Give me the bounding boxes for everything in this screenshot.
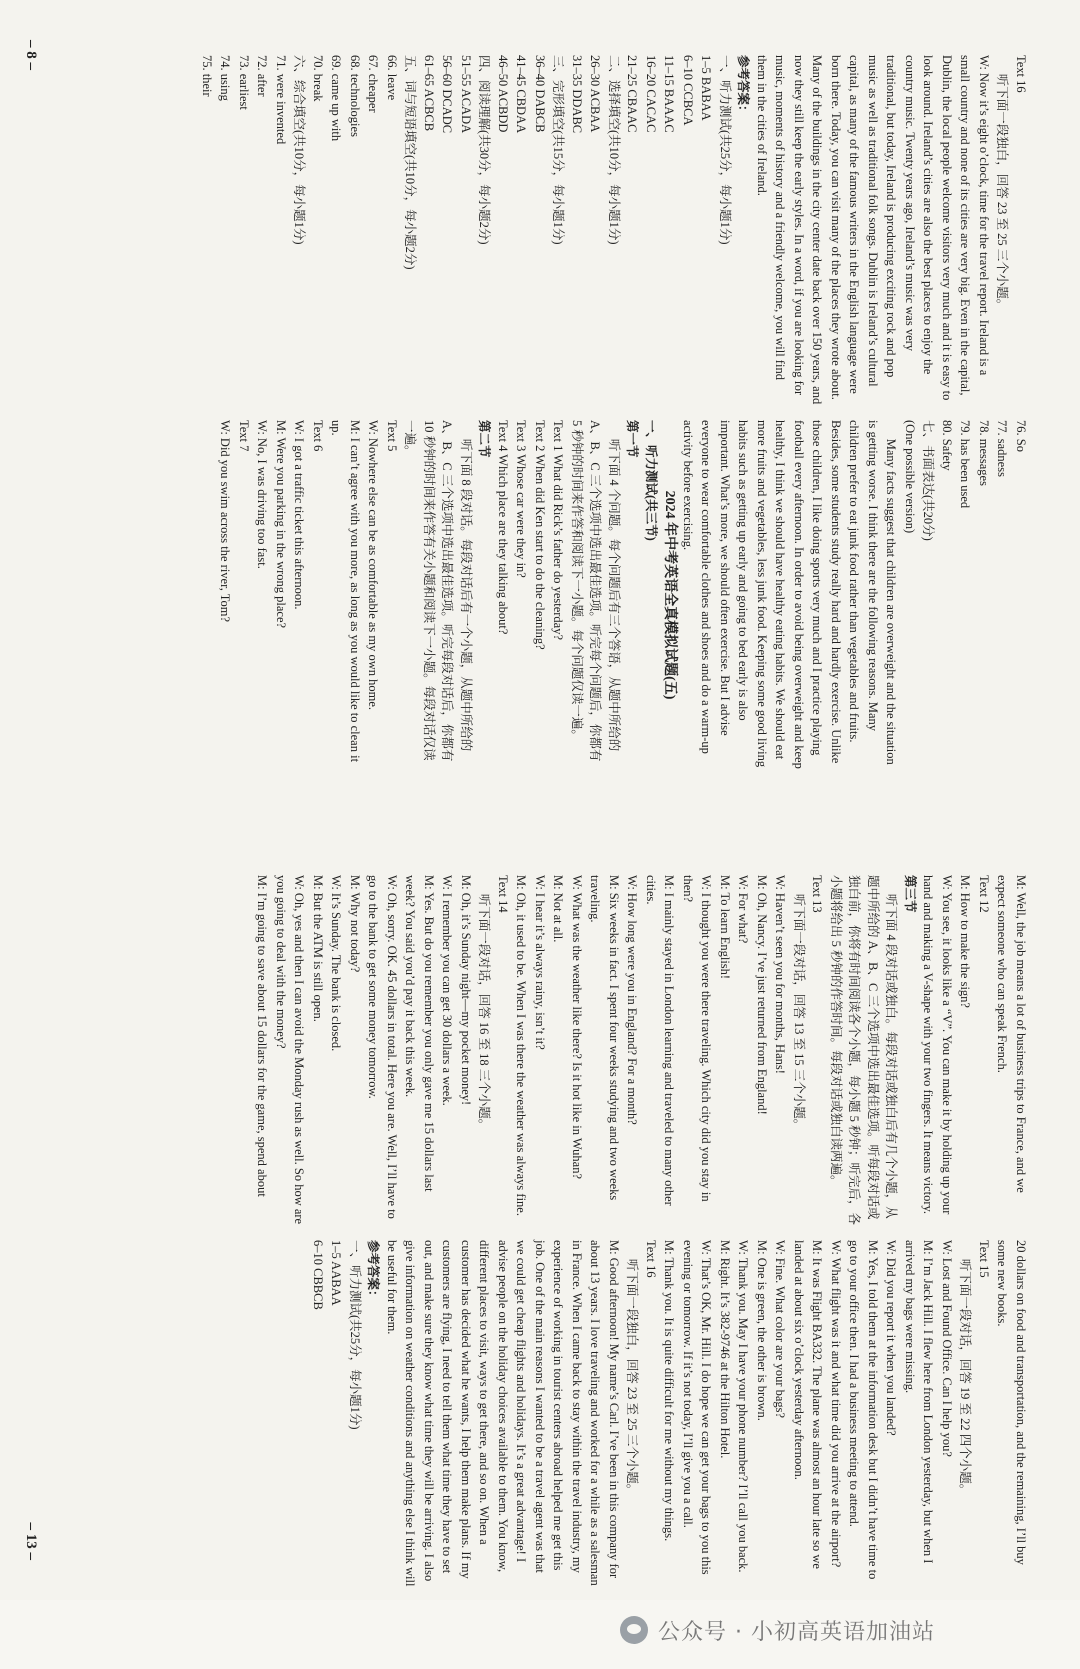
text-line: 69. came up with — [329, 55, 344, 142]
text-line: 6–10 CBBCB — [311, 1240, 325, 1310]
text-line: 41–45 CBDAA — [514, 55, 529, 134]
text-line: 二、选择填空(共10分，每小题1分) — [607, 55, 621, 245]
right-page-column-2 — [309, 1240, 1031, 1590]
text-line: Text 15 — [977, 1240, 991, 1278]
text-line: M: Oh, it used to be. When I was there the weather was always fine. — [514, 875, 529, 1216]
left-page-column-1 — [198, 55, 1031, 405]
text-line: 第二节 — [477, 420, 492, 458]
text-line: 听下面一段对话，回答 13 至 15 三个小题。 — [792, 893, 806, 1132]
text-line: M: Good afternoon! My name’s Carl. I’ve been in this company for about 13 years. I love traveling and worked for a while as a salesman in France. When I came back to stay within the travel industry, my experience of working in tourist centers abroad helped me get this job. One of the main reasons I wanted to be a travel agent was that we could get cheap flights and holidays. It’s a great advantage! I advise people on the holiday choices available to them. You know, different places to visit, ways to get there, and so on. When a customer has decided what he wants, I help them make plans. If my customers are flying, I need to tell them what time they have to set out, and make sure they know what time they will be arriving. I also give information on weather conditions and anything else I think will be useful for them. — [385, 1240, 621, 1587]
text-line: W: Fine. What color are your bags? — [773, 1240, 788, 1419]
text-line: 三、完形填空(共15分，每小题1分) — [551, 55, 566, 245]
text-line: W: That’s OK, Mr. Hill. I do hope we can get your bags to you this evening or tomorrow. If it’s not today, I’ll give you a call. — [681, 1240, 714, 1575]
text-line: 76. So — [1014, 420, 1028, 452]
text-line: 70. break — [311, 55, 325, 102]
text-line: W: I remember you can get 30 dollars a week. — [440, 875, 455, 1106]
text-line: 79. has been used — [958, 420, 973, 509]
page-8 — [0, 0, 1080, 780]
text-line: W: What flight was it and what time did you arrive at the airport? — [829, 1240, 843, 1568]
right-page-column-1 — [253, 875, 1030, 1225]
text-line: W: Did you swim across the river, Tom? — [218, 420, 233, 623]
text-line: 四、阅读理解(共30分，每小题2分) — [477, 55, 492, 245]
text-line: 74. using — [218, 55, 233, 101]
text-line: Text 14 — [496, 875, 510, 913]
text-line: 1–5 BABAA — [699, 55, 714, 121]
text-line: 一、听力测试(共25分，每小题1分) — [718, 55, 732, 245]
text-line: W: Thank you. May I have your phone number? I’ll call you back. — [736, 1240, 751, 1573]
text-line: Text 12 — [977, 875, 991, 913]
text-line: 2024 年中考英语全真模拟试题(五) — [662, 490, 678, 700]
text-line: M: Why not today? — [348, 875, 362, 973]
text-line: M: I’m Jack Hill. I flew here from London yesterday, but when I arrived my bags were missing. — [903, 1240, 936, 1564]
text-line: 46–50 ACBDD — [496, 55, 510, 133]
text-line: 1–5 AABAA — [329, 1240, 344, 1306]
text-line: 26–30 ACBAA — [588, 55, 603, 133]
text-line: W: Haven’t seen you for months, Hans! — [773, 875, 788, 1074]
text-line: 听下面 4 段对话或独白。每段对话或独白后有几个小题，从题中所给的 A、B、C 三个选项中选出最佳选项。听每段对话或独白前，你将有时间阅读各个小题，每小题 5 秒钟；听完后，各小题将给出 5 秒钟的作答时间。每段对话或独白读两遍。 — [829, 875, 899, 1226]
text-line: 11–15 BAAAC — [662, 55, 677, 133]
watermark-text: 公众号 · 小初高英语加油站 — [658, 1619, 935, 1645]
text-line: W: You see, it looks like a “V”. You can make it by holding up your hand and making a V-shape with your two fingers. It means victory. — [921, 875, 954, 1215]
text-line: M: Right. It’s 382-9746 at the Hilton Hotel. — [718, 1240, 732, 1459]
text-line: 第三节 — [903, 875, 917, 913]
text-line: W: Nowhere else can be as comfortable as my own home. — [366, 420, 381, 711]
text-line: M: Yes. But do you remember you only gave me 15 dollars last week? You said you’d pay it back this week. — [403, 875, 436, 1192]
text-line: Text 7 — [237, 420, 251, 452]
text-line: M: Not at all. — [551, 875, 566, 943]
text-line: 71. were invented — [274, 55, 288, 145]
page-number: – 13 – — [23, 1522, 39, 1560]
text-line: M: It was Flight BA332. The plane was almost an hour late so we landed at about six o’clock yesterday afternoon. — [792, 1240, 825, 1569]
text-line: W: Did you report it when you landed? — [884, 1240, 899, 1436]
text-line: Text 13 — [810, 875, 825, 913]
text-line: 66. leave — [385, 55, 399, 101]
text-line: W: I thought you were there traveling. Which city did you stay in then? — [681, 875, 714, 1202]
text-line: 参考答案： — [736, 55, 751, 118]
text-line: M: Yes, I told them at the information desk but I didn’t have time to go to your office then. I had a business meeting to attend. — [847, 1240, 880, 1580]
text-line: (One possible version) — [903, 420, 917, 534]
text-line: 20 dollars on food and transportation, and the remaining, I’ll buy some new books. — [995, 1240, 1028, 1565]
page-13 — [0, 820, 1080, 1600]
text-line: M: Oh, it’s Sunday night—my pocket money! — [459, 875, 473, 1106]
text-line: 51–55 ACADA — [459, 55, 473, 134]
text-line: 75. their — [200, 55, 214, 97]
text-line: M: Well, the job means a lot of business trips to France, and we expect someone who can speak French. — [995, 875, 1028, 1193]
text-line: 六、综合填空(共10分，每小题1分) — [292, 55, 307, 245]
text-line: W: For what? — [736, 875, 751, 944]
text-line: M: Thank you. It is quite difficult for me without my things. — [662, 1240, 677, 1542]
text-line: 听下面一段对话，回答 19 至 22 四个小题。 — [958, 1258, 973, 1497]
text-line: Text 16 — [644, 1240, 658, 1278]
text-line: W: I hear it’s always rainy, isn’t it? — [533, 875, 547, 1050]
wechat-icon — [620, 1616, 648, 1644]
text-line: M: How to make the sign? — [958, 875, 973, 1008]
text-line: 73. earliest — [237, 55, 251, 110]
text-line: M: One is green, the other is brown. — [755, 1240, 769, 1421]
watermark — [620, 1610, 935, 1650]
text-line: 21–25 CBAAC — [625, 55, 640, 133]
text-line: 36–40 DABCB — [533, 55, 547, 133]
text-line: Text 2 When did Ken start to do the cleaning? — [533, 420, 547, 650]
text-line: W: How long were you in England? For a month? — [625, 875, 640, 1125]
text-line: 听下面一段独白，回答 23 至 25 三个小题。 — [995, 73, 1010, 312]
text-line: 参考答案： — [366, 1240, 381, 1303]
text-line: 67. cheaper — [366, 55, 381, 113]
text-line: 78. messages — [977, 420, 991, 486]
text-line: M: Oh, Nancy. I’ve just returned from England! — [755, 875, 769, 1115]
text-line: 听下面一段对话，回答 16 至 18 三个小题。 — [477, 893, 492, 1132]
text-line: W: I got a traffic ticket this afternoon. — [292, 420, 307, 610]
text-line: W: It’s Sunday. The bank is closed. — [329, 875, 344, 1052]
text-line: W: Lost and Found Office. Can I help you? — [940, 1240, 954, 1457]
text-line: 听下面 8 段对话。每段对话后有一个小题，从题中所给的 A、B、C 三个选项中选出最佳选项。听完每段对话后，你都有 10 秒钟的时间来作答有关小题和阅读下一小题。每段对话仅读一遍。 — [403, 420, 473, 762]
text-line: 第一节 — [625, 420, 640, 458]
text-line: Text 6 — [311, 420, 325, 452]
text-line: 80. Safety — [940, 420, 954, 471]
text-line: 听下面 4 个问题。每个问题后有三个答语，从题中所给的 A、B、C 三个选项中选出最佳选项。听完每个问题后，你都有 5 秒钟的时间来作答和阅读下一小题。每个问题仅读一遍。 — [570, 420, 621, 762]
text-line: 68. technologies — [348, 55, 362, 137]
text-line: 五、词与短语填空(共10分，每小题2分) — [403, 55, 418, 270]
text-line: Many facts suggest that children are overweight and the situation is getting worse. I think there are the following reasons. Many children prefer to eat junk food rather than vegetables and fruits. Besides, some students study really hard and hardly exercise. Unlike those children, I like doing sports very much and I practice playing football every afternoon. In order to avoid being overweight and keep healthy, I think we should have healthy eating habits. We should eat more fruits and vegetables, less junk food. Keeping some good living habits such as getting up early and going to bed early is also important. What’s more, we should often exercise. But I advise everyone to wear comfortable clothes and shoes and do a warm-up activity before exercising. — [681, 420, 899, 769]
text-line: 56–60 DCADC — [440, 55, 455, 134]
text-line: W: What was the weather like there? Is it hot like in Wuhan? — [570, 875, 584, 1180]
text-line: 31–35 DDABC — [570, 55, 584, 134]
text-line: M: To learn English! — [718, 875, 732, 980]
left-page-column-2 — [216, 420, 1030, 770]
text-line: M: I can’t agree with you more, as long as you would like to clean it up. — [329, 420, 362, 763]
text-line: 77. sadness — [995, 420, 1010, 477]
text-line: 听下面一段独白，回答 23 至 25 三个小题。 — [625, 1258, 640, 1497]
text-line: 72. after — [255, 55, 270, 97]
text-line: 一、听力测试(共三节) — [644, 420, 658, 541]
text-line: Text 1 What did Rick’s father do yesterday? — [551, 420, 566, 641]
text-line: M: I mainly stayed in London learning and traveled to many other cities. — [644, 875, 677, 1206]
text-line: M: I’m going to save about 15 dollars for the game, spend about — [255, 875, 270, 1197]
text-line: W: No, I was driving too fast. — [255, 420, 270, 569]
text-line: Text 16 — [1014, 55, 1028, 93]
text-line: W: Oh, sorry. OK. 45 dollars in total. Here you are. Well, I’ll have to go to the bank to get some money tomorrow. — [366, 875, 399, 1219]
page-number: – 8 – — [23, 40, 39, 70]
text-line: Text 4 Which place are they talking about? — [496, 420, 510, 635]
text-line: 6–10 CCBCA — [681, 55, 695, 126]
text-line: W: Now it’s eight o’clock, time for the travel report. Ireland is a small country and none of its cities are very big. Even in the capital, Dublin, the local people welcome visitors very much and it is easy to look around. Ireland’s cities are also the best places to enjoy the country music. Twenty years ago, Ireland’s music was very traditional, but today, Ireland is producing exciting rock and pop music as well as traditional folk songs. Dublin is Ireland’s cultural capital, as many of the famous writers in the English language were born there. Today, you can visit many of the places they wrote about. Many of the buildings in the city center date back over 150 years, and now they still keep the early styles. In a word, if you are looking for music, moments of history and a friendly welcome, you will find them in the cities of Ireland. — [755, 55, 991, 405]
text-line: 16–20 CACAC — [644, 55, 658, 133]
text-line: M: Six weeks in fact. I spent four weeks studying and two weeks traveling. — [588, 875, 621, 1201]
text-line: 61–65 ACBCB — [422, 55, 436, 132]
text-line: M: But the ATM is still open. — [311, 875, 325, 1022]
text-line: W: Oh, yes and then I can avoid the Monday rush as well. So how are you going to deal with the money? — [274, 875, 307, 1225]
text-line: M: Were you parking in the wrong place? — [274, 420, 288, 629]
text-line: 七、书面表达(共20分) — [921, 420, 936, 541]
text-line: 一、听力测试(共25分，每小题1分) — [348, 1240, 362, 1430]
text-line: Text 3 Whose car were they in? — [514, 420, 529, 578]
text-line: Text 5 — [385, 420, 399, 452]
